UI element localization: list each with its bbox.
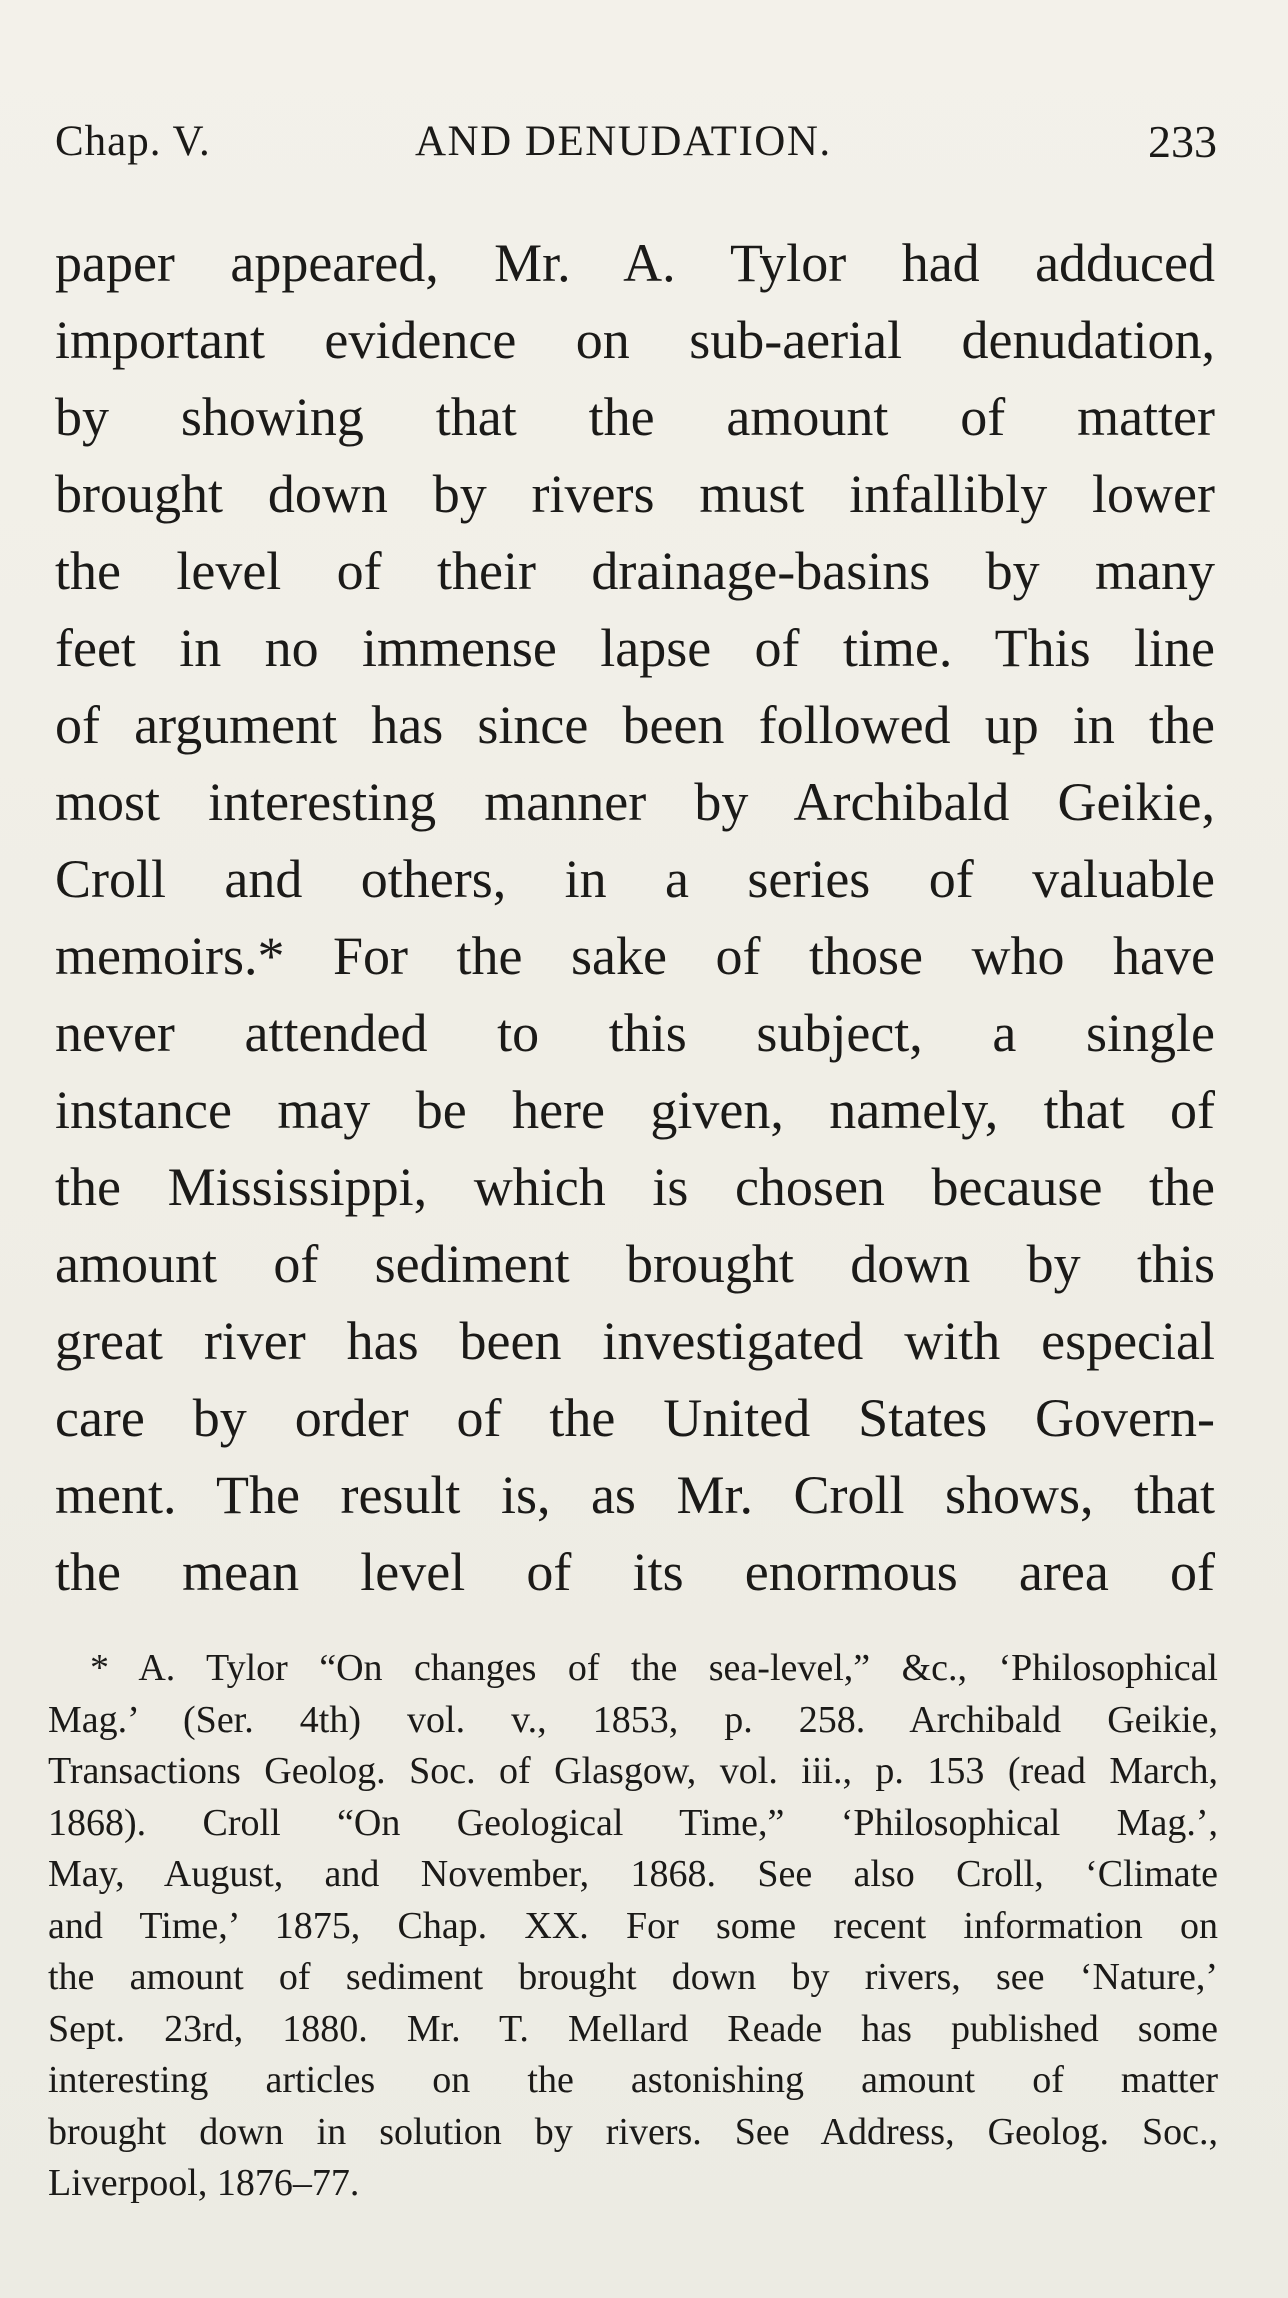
chapter-label: Chap. V. [55,118,211,165]
footnote-line: Transactions Geolog. Soc. of Glasgow, vol. iii., p. 153 (read March, [48,1750,1218,1792]
footnote-line: Mag.’ (Ser. 4th) vol. v., 1853, p. 258. Archibald Geikie, [48,1698,1218,1741]
footnote-line: 1868). Croll “On Geological Time,” ‘Philosophical Mag.’, [48,1801,1218,1844]
footnote-line: brought down in solution by rivers. See Address, Geolog. Soc., [48,2110,1218,2153]
footnote-line: Liverpool, 1876–77. [48,2162,360,2204]
text-line: feet in no immense lapse of time. This line [55,618,1215,678]
text-line: instance may be here given, namely, that of [55,1080,1215,1140]
text-line: the mean level of its enormous area of [55,1542,1215,1602]
text-line: by showing that the amount of matter [55,387,1215,447]
text-line: care by order of the United States Govern- [55,1388,1215,1448]
footnote-line: Sept. 23rd, 1880. Mr. T. Mellard Reade has published some [48,2007,1218,2050]
text-line: paper appeared, Mr. A. Tylor had adduced [55,233,1215,293]
page-number: 233 [1148,116,1217,167]
text-line: most interesting manner by Archibald Geikie, [55,772,1215,832]
text-line: Croll and others, in a series of valuable [55,849,1215,909]
footnote-line: and Time,’ 1875, Chap. XX. For some recent information on [48,1904,1218,1947]
text-line: the level of their drainage-basins by many [55,541,1215,601]
text-line: the Mississippi, which is chosen because the [55,1157,1215,1217]
footnote-line: May, August, and November, 1868. See also Croll, ‘Climate [48,1853,1218,1895]
text-line: of argument has since been followed up in the [55,695,1215,755]
footnote-line: the amount of sediment brought down by rivers, see ‘Nature,’ [48,1956,1218,1998]
text-line: important evidence on sub-aerial denudation, [55,310,1215,370]
text-line: ment. The result is, as Mr. Croll shows, that [55,1465,1215,1525]
footnote [48,1643,1218,2210]
running-head [55,112,1217,172]
text-line: amount of sediment brought down by this [55,1234,1215,1294]
text-line: never attended to this subject, a single [55,1003,1215,1063]
text-line: brought down by rivers must infallibly lower [55,464,1215,524]
text-line: memoirs.* For the sake of those who have [55,926,1215,986]
footnote-line: interesting articles on the astonishing amount of matter [48,2059,1218,2101]
text-line: great river has been investigated with especial [55,1311,1215,1371]
footnote-line: * A. Tylor “On changes of the sea-level,” &c., ‘Philosophical [90,1647,1218,1689]
main-text [55,225,1215,1611]
running-title: AND DENUDATION. [415,118,832,165]
